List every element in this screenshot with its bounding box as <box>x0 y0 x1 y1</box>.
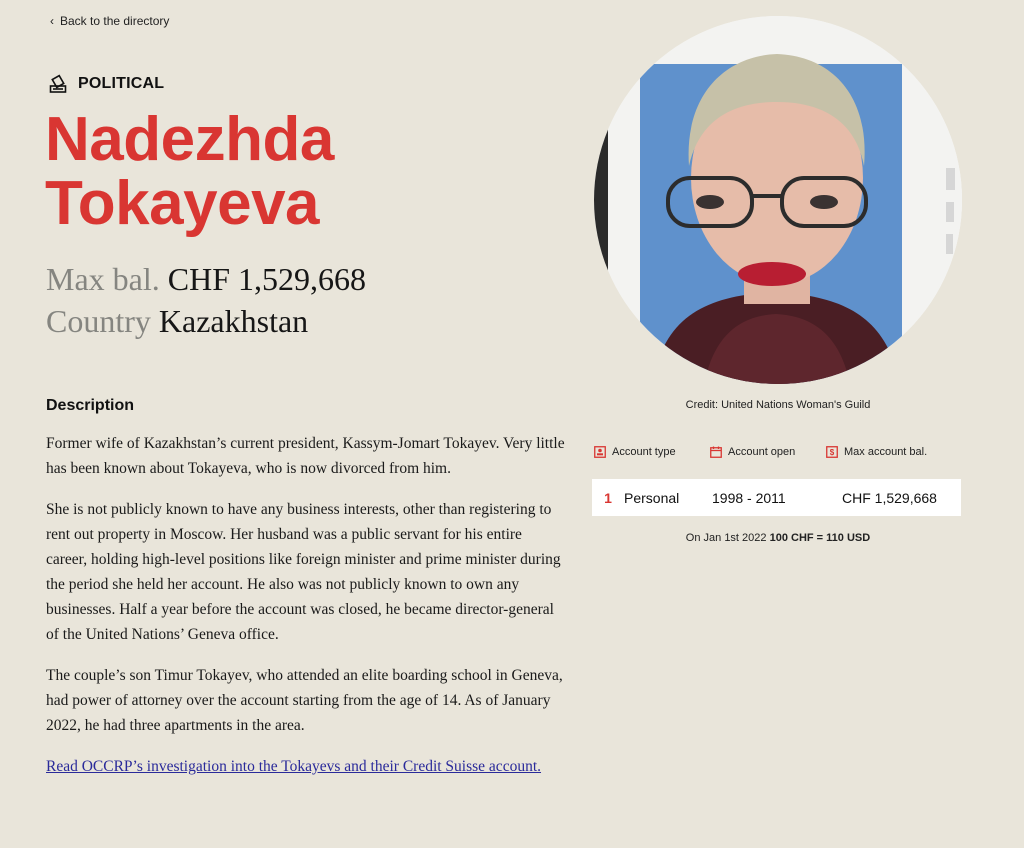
account-row-type: Personal <box>624 489 680 506</box>
back-to-directory-link[interactable] <box>50 14 169 28</box>
max-balance-header <box>826 446 962 458</box>
chevron-left-icon: ‹ <box>50 14 54 28</box>
exchange-rate-date: On Jan 1st 2022 <box>685 532 767 544</box>
person-name <box>45 105 334 238</box>
account-open-header <box>710 446 826 458</box>
portrait-photo <box>594 16 962 384</box>
account-row-index: 1 <box>604 489 612 506</box>
accounts-table-header <box>594 446 962 458</box>
description-paragraph: Former wife of Kazakhstan’s current president, Kassym-Jomart Tokayev. Very little has been known about Tokayeva, who is now divorced from him. <box>46 435 565 477</box>
country-value: Kazakhstan <box>158 303 309 339</box>
key-facts <box>46 258 366 342</box>
money-icon <box>826 446 838 458</box>
person-first-name: Nadezhda <box>45 105 334 174</box>
exchange-rate-note <box>594 532 962 544</box>
person-card-icon <box>594 446 606 458</box>
description-paragraph: The couple’s son Timur Tokayev, who attended an elite boarding school in Geneva, had power of attorney over the account starting from the age of 14. As of January 2022, he had three apartments in the area. <box>46 667 563 734</box>
account-row-open: 1998 - 2011 <box>712 489 786 506</box>
description-heading: Description <box>46 397 135 414</box>
calendar-icon <box>710 446 722 458</box>
max-balance-label: Max bal. <box>46 261 160 297</box>
description-body <box>46 431 566 795</box>
max-balance-fact <box>46 258 366 300</box>
exchange-rate-value: 100 CHF = 110 USD <box>769 532 871 544</box>
account-row <box>592 479 961 516</box>
country-fact <box>46 300 366 342</box>
country-label: Country <box>46 303 151 339</box>
account-type-header-label: Account type <box>612 446 676 458</box>
max-balance-header-label: Max account bal. <box>844 446 928 458</box>
category-label <box>48 74 164 94</box>
photo-credit: Credit: United Nations Woman's Guild <box>685 399 871 411</box>
ballot-box-icon <box>48 74 68 94</box>
description-paragraph: She is not publicly known to have any business interests, other than registering to rent out property in Moscow. Her husband was a public servant for his entire career, holding high-level positions like foreign minister and prime minister during the period she held her account. He also was not publicly known to own any businesses. Half a year before the account was closed, he became director-general of the United Nations’ Geneva office. <box>46 501 561 643</box>
account-type-header <box>594 446 710 458</box>
investigation-link-paragraph <box>46 754 566 779</box>
portrait-illustration <box>594 16 962 384</box>
back-link-label: Back to the directory <box>60 14 170 28</box>
svg-text:$: $ <box>829 448 835 457</box>
account-row-max-balance: CHF 1,529,668 <box>842 489 937 506</box>
person-last-name: Tokayeva <box>45 169 320 238</box>
category-text: POLITICAL <box>78 75 165 92</box>
account-open-header-label: Account open <box>728 446 796 458</box>
max-balance-value: CHF 1,529,668 <box>167 261 366 297</box>
investigation-link[interactable]: Read OCCRP’s investigation into the Tokayevs and their Credit Suisse account. <box>46 758 542 775</box>
